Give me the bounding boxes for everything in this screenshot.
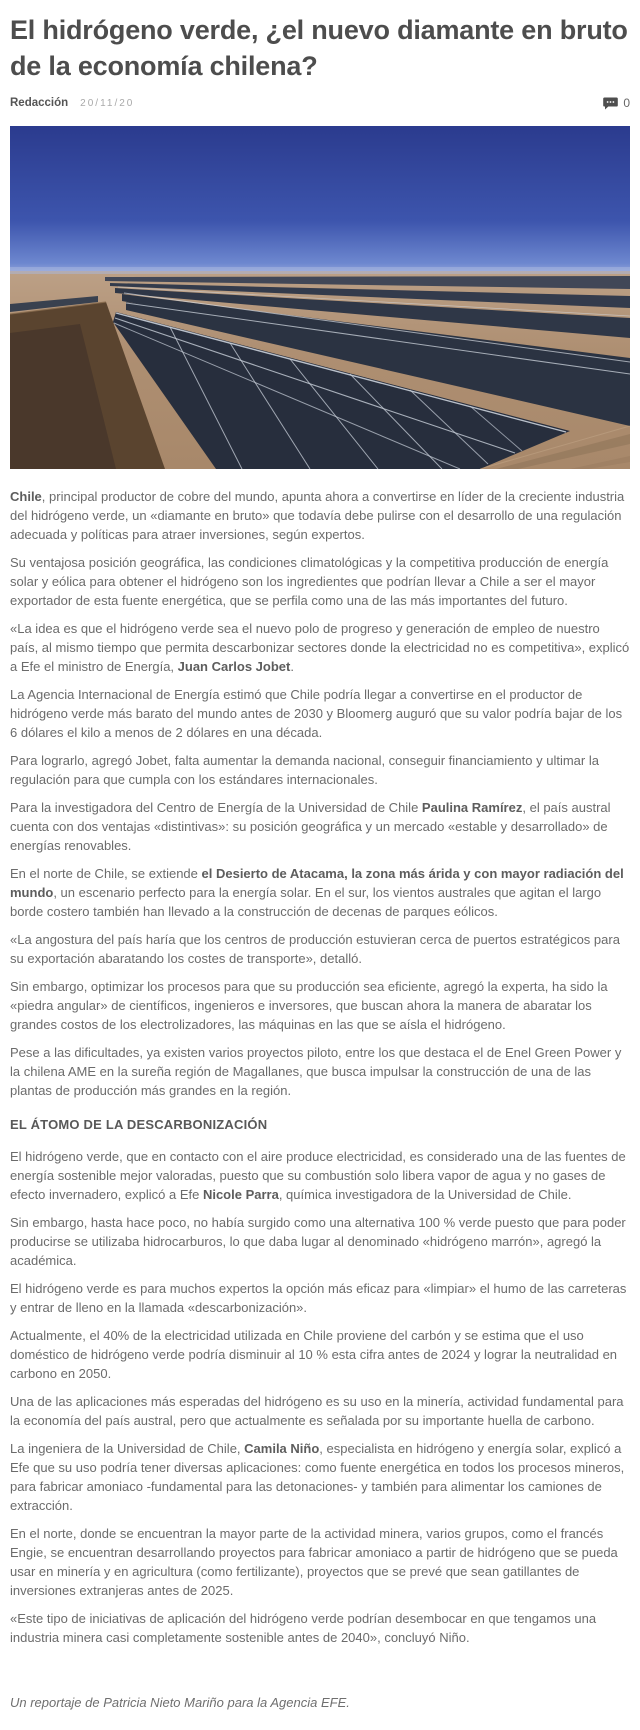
article-paragraph: El hidrógeno verde, que en contacto con el aire produce electricidad, es considerado una de las fuentes de energía sostenible mejor valoradas, puesto que su combustión solo libera vapor de agua y no gases de efecto invernadero, explicó a Efe Nicole Parra, química investigadora de la Universidad de Chile. <box>10 1149 626 1202</box>
article-paragraph: Su ventajosa posición geográfica, las condiciones climatológicas y la competitiva producción de energía solar y eólica para obtener el hidrógeno son los ingredientes que podrían llevar a Chile a ser el mayor exportador de esta fuente energética, que se perfila como una de las más importantes del futuro. <box>10 555 609 608</box>
solar-farm-illustration <box>10 126 630 469</box>
article-page <box>0 12 640 1712</box>
article-paragraph: Para lograrlo, agregó Jobet, falta aumentar la demanda nacional, conseguir financiamiento y ultimar la regulación para que cumpla con los estándares internacionales. <box>10 753 599 787</box>
comment-bubble-icon <box>603 97 618 110</box>
byline-author[interactable]: Redacción <box>10 97 69 109</box>
article-paragraph: Chile, principal productor de cobre del mundo, apunta ahora a convertirse en líder de la creciente industria del hidrógeno verde, un «diamante en bruto» que todavía debe pulirse con el desarrollo de una regulación adecuada y políticas para atraer inversiones, según expertos. <box>10 489 625 542</box>
footer-credit: Un reportaje de Patricia Nieto Mariño para la Agencia EFE. <box>10 1695 350 1710</box>
byline-date: 20/11/20 <box>80 97 135 109</box>
article-paragraph: Para la investigadora del Centro de Energía de la Universidad de Chile Paulina Ramírez, el país austral cuenta con dos ventajas «distintivas»: su posición geográfica y un mercado «estable y desarrollado» de energías renovables. <box>10 800 611 853</box>
article-paragraph: En el norte, donde se encuentran la mayor parte de la actividad minera, varios grupos, como el francés Engie, se encuentran desarrollando proyectos para fabricar amoniaco a partir de hidrógeno que se pueda usar en minería y en agricultura (como fertilizante), proyectos que se prevé que sean gatillantes de inversiones extranjeras antes de 2025. <box>10 1526 618 1598</box>
article-paragraph: Sin embargo, hasta hace poco, no había surgido como una alternativa 100 % verde puesto que para poder producirse se utilizaba hidrocarburos, lo que daba lugar al denominado «hidrógeno marrón», agregó la académica. <box>10 1215 626 1268</box>
sky <box>10 126 630 272</box>
article-paragraph: El hidrógeno verde es para muchos expertos la opción más eficaz para «limpiar» el humo de las carreteras y entrar de lleno en la llamada «descarbonización». <box>10 1281 627 1315</box>
article-paragraph: «Este tipo de iniciativas de aplicación del hidrógeno verde podrían desembocar en que tengamos una industria minera casi completamente sostenible antes de 2040», concluyó Niño. <box>10 1611 597 1645</box>
article-paragraph: «La angostura del país haría que los centros de producción estuvieran cerca de puertos estratégicos para su exportación abaratando los costes de transporte», detalló. <box>10 932 620 966</box>
comment-count: 0 <box>623 96 630 110</box>
article-paragraph: «La idea es que el hidrógeno verde sea el nuevo polo de progreso y generación de empleo de nuestro país, al mismo tiempo que permita descarbonizar sectores donde la electricidad no es competitiva», explicó a Efe el ministro de Energía, Juan Carlos Jobet. <box>10 621 630 674</box>
article-body <box>10 487 630 1647</box>
article-paragraph: La ingeniera de la Universidad de Chile, Camila Niño, especialista en hidrógeno y energía solar, explicó a Efe que su uso podría tener diversas aplicaciones: como fuente energética en todos los procesos mineros, para fabricar amoniaco -fundamental para las detonaciones- y también para alimentar los camiones de extracción. <box>10 1441 625 1513</box>
article-paragraph: La Agencia Internacional de Energía estimó que Chile podría llegar a convertirse en el productor de hidrógeno verde más barato del mundo antes de 2030 y Bloomerg auguró que su valor podría bajar de los 6 dólares el kilo a menos de 2 dólares en una década. <box>10 687 623 740</box>
comments-link[interactable] <box>603 96 630 110</box>
hero-image-solar-farm <box>10 126 630 469</box>
article-paragraph: Pese a las dificultades, ya existen varios proyectos piloto, entre los que destaca el de Enel Green Power y la chilena AME en la sureña región de Magallanes, que busca impulsar la construcción de una de las plantas de producción más grandes en la región. <box>10 1045 622 1098</box>
article-paragraph: En el norte de Chile, se extiende el Desierto de Atacama, la zona más árida y con mayor radiación del mundo, un escenario perfecto para la energía solar. En el sur, los vientos australes que agitan el largo borde costero también han llevado a la construcción de decenas de parques eólicos. <box>10 866 624 919</box>
article-paragraph: Actualmente, el 40% de la electricidad utilizada en Chile proviene del carbón y se estima que el uso doméstico de hidrógeno verde podría disminuir al 10 % esta cifra antes de 2024 y lograr la neutralidad en carbono en 2050. <box>10 1328 618 1381</box>
page-title: El hidrógeno verde, ¿el nuevo diamante en bruto de la economía chilena? <box>10 15 628 81</box>
article-paragraph: Sin embargo, optimizar los procesos para que su producción sea eficiente, agregó la experta, ha sido la «piedra angular» de científicos, ingenieros e inversores, que buscan ahora la manera de abaratar los grandes costos de los electrolizadores, las máquinas en las que se aísla el hidrógeno. <box>10 979 608 1032</box>
article-paragraph: Una de las aplicaciones más esperadas del hidrógeno es su uso en la minería, actividad fundamental para la economía del país austral, pero que actualmente es señalada por su importante huella de carbono. <box>10 1394 624 1428</box>
byline <box>10 96 630 110</box>
section-heading: EL ÁTOMO DE LA DESCARBONIZACIÓN <box>10 1117 268 1132</box>
